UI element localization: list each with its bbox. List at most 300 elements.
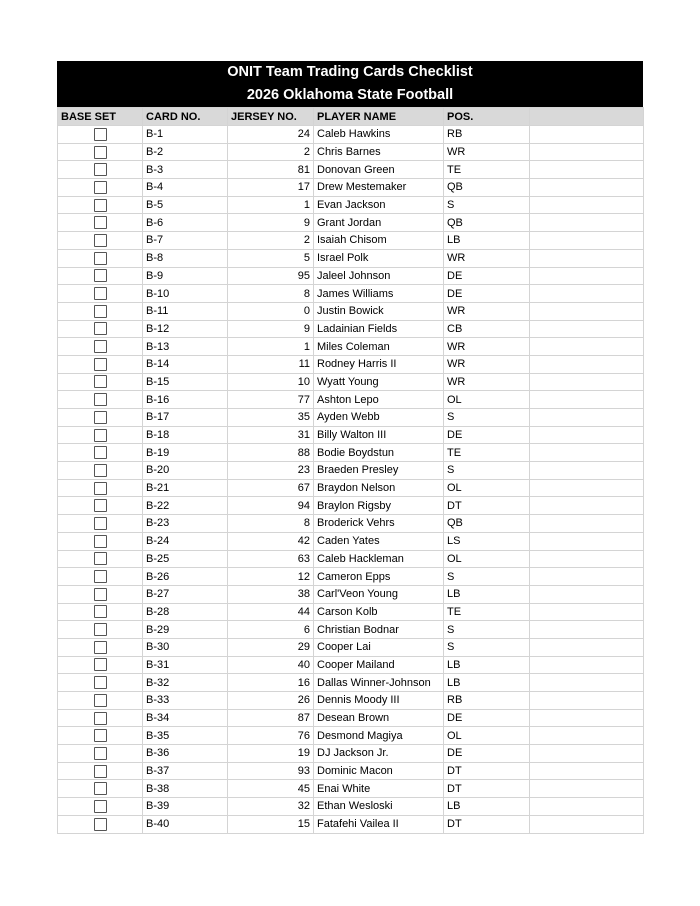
pos-cell: WR <box>444 249 530 267</box>
base-set-cell <box>58 798 143 816</box>
blank-cell <box>530 249 644 267</box>
blank-cell <box>530 302 644 320</box>
base-set-cell <box>58 638 143 656</box>
card-no-cell: B-8 <box>143 249 228 267</box>
table-row <box>58 249 644 267</box>
checkbox[interactable] <box>94 234 107 247</box>
pos-cell: WR <box>444 355 530 373</box>
player-name-cell: Dominic Macon <box>314 762 444 780</box>
checkbox[interactable] <box>94 252 107 265</box>
jersey-no-cell: 15 <box>228 815 314 833</box>
card-no-cell: B-29 <box>143 621 228 639</box>
checkbox[interactable] <box>94 676 107 689</box>
blank-cell <box>530 515 644 533</box>
pos-cell: S <box>444 568 530 586</box>
table-row <box>58 285 644 303</box>
table-row <box>58 745 644 763</box>
player-name-cell: Dennis Moody III <box>314 692 444 710</box>
card-no-cell: B-5 <box>143 196 228 214</box>
pos-cell: OL <box>444 391 530 409</box>
jersey-no-cell: 5 <box>228 249 314 267</box>
table-row <box>58 338 644 356</box>
card-no-cell: B-3 <box>143 161 228 179</box>
base-set-cell <box>58 479 143 497</box>
checkbox[interactable] <box>94 146 107 159</box>
checkbox[interactable] <box>94 411 107 424</box>
card-no-cell: B-35 <box>143 727 228 745</box>
player-name-cell: Grant Jordan <box>314 214 444 232</box>
checkbox[interactable] <box>94 269 107 282</box>
checkbox[interactable] <box>94 340 107 353</box>
base-set-cell <box>58 568 143 586</box>
checkbox[interactable] <box>94 747 107 760</box>
player-name-cell: Isaiah Chisom <box>314 232 444 250</box>
player-name-cell: Ashton Lepo <box>314 391 444 409</box>
checkbox[interactable] <box>94 499 107 512</box>
table-row <box>58 196 644 214</box>
player-name-cell: Evan Jackson <box>314 196 444 214</box>
table-row <box>58 638 644 656</box>
checkbox[interactable] <box>94 322 107 335</box>
player-name-cell: Cooper Lai <box>314 638 444 656</box>
checkbox[interactable] <box>94 552 107 565</box>
pos-cell: TE <box>444 603 530 621</box>
pos-cell: DE <box>444 426 530 444</box>
base-set-cell <box>58 338 143 356</box>
jersey-no-cell: 9 <box>228 320 314 338</box>
base-set-cell <box>58 161 143 179</box>
jersey-no-cell: 87 <box>228 709 314 727</box>
jersey-no-cell: 26 <box>228 692 314 710</box>
card-no-cell: B-30 <box>143 638 228 656</box>
base-set-cell <box>58 674 143 692</box>
base-set-cell <box>58 709 143 727</box>
header-player-name: PLAYER NAME <box>314 108 444 126</box>
table-row <box>58 692 644 710</box>
table-row <box>58 497 644 515</box>
pos-cell: S <box>444 409 530 427</box>
base-set-cell <box>58 302 143 320</box>
blank-cell <box>530 585 644 603</box>
card-no-cell: B-19 <box>143 444 228 462</box>
table-row <box>58 179 644 197</box>
card-no-cell: B-26 <box>143 568 228 586</box>
card-no-cell: B-14 <box>143 355 228 373</box>
blank-cell <box>530 338 644 356</box>
blank-cell <box>530 568 644 586</box>
player-name-cell: Ethan Wesloski <box>314 798 444 816</box>
card-no-cell: B-27 <box>143 585 228 603</box>
jersey-no-cell: 94 <box>228 497 314 515</box>
pos-cell: LS <box>444 532 530 550</box>
jersey-no-cell: 67 <box>228 479 314 497</box>
blank-cell <box>530 232 644 250</box>
page-subtitle: 2026 Oklahoma State Football <box>246 87 454 103</box>
pos-cell: DT <box>444 762 530 780</box>
table-row <box>58 161 644 179</box>
table-row <box>58 320 644 338</box>
player-name-cell: Caden Yates <box>314 532 444 550</box>
blank-cell <box>530 196 644 214</box>
blank-cell <box>530 444 644 462</box>
jersey-no-cell: 35 <box>228 409 314 427</box>
checkbox[interactable] <box>94 623 107 636</box>
table-row <box>58 355 644 373</box>
base-set-cell <box>58 585 143 603</box>
checkbox[interactable] <box>94 216 107 229</box>
card-no-cell: B-38 <box>143 780 228 798</box>
blank-cell <box>530 745 644 763</box>
blank-cell <box>530 214 644 232</box>
blank-cell <box>530 373 644 391</box>
table-row <box>58 126 644 144</box>
base-set-cell <box>58 426 143 444</box>
pos-cell: LB <box>444 585 530 603</box>
page-title: ONIT Team Trading Cards Checklist <box>227 64 473 80</box>
player-name-cell: Enai White <box>314 780 444 798</box>
table-row <box>58 444 644 462</box>
table-row <box>58 798 644 816</box>
jersey-no-cell: 44 <box>228 603 314 621</box>
pos-cell: S <box>444 462 530 480</box>
pos-cell: OL <box>444 479 530 497</box>
blank-cell <box>530 727 644 745</box>
card-no-cell: B-33 <box>143 692 228 710</box>
pos-cell: LB <box>444 798 530 816</box>
table-row <box>58 709 644 727</box>
base-set-cell <box>58 285 143 303</box>
table-row <box>58 780 644 798</box>
table-row <box>58 391 644 409</box>
checkbox[interactable] <box>94 446 107 459</box>
card-no-cell: B-4 <box>143 179 228 197</box>
base-set-cell <box>58 462 143 480</box>
base-set-cell <box>58 355 143 373</box>
jersey-no-cell: 63 <box>228 550 314 568</box>
table-row <box>58 532 644 550</box>
checkbox[interactable] <box>94 712 107 725</box>
card-no-cell: B-34 <box>143 709 228 727</box>
player-name-cell: Desmond Magiya <box>314 727 444 745</box>
base-set-cell <box>58 320 143 338</box>
blank-cell <box>530 391 644 409</box>
player-name-cell: Miles Coleman <box>314 338 444 356</box>
base-set-cell <box>58 232 143 250</box>
pos-cell: LB <box>444 232 530 250</box>
pos-cell: TE <box>444 444 530 462</box>
jersey-no-cell: 88 <box>228 444 314 462</box>
pos-cell: RB <box>444 692 530 710</box>
base-set-cell <box>58 249 143 267</box>
player-name-cell: Cooper Mailand <box>314 656 444 674</box>
table-row <box>58 143 644 161</box>
checkbox[interactable] <box>94 818 107 831</box>
player-name-cell: Dallas Winner-Johnson <box>314 674 444 692</box>
base-set-cell <box>58 656 143 674</box>
table-row <box>58 727 644 745</box>
card-no-cell: B-37 <box>143 762 228 780</box>
table-row <box>58 585 644 603</box>
jersey-no-cell: 17 <box>228 179 314 197</box>
blank-cell <box>530 550 644 568</box>
table-body <box>58 126 644 834</box>
pos-cell: S <box>444 196 530 214</box>
pos-cell: DT <box>444 780 530 798</box>
checkbox[interactable] <box>94 800 107 813</box>
card-no-cell: B-21 <box>143 479 228 497</box>
pos-cell: DE <box>444 709 530 727</box>
blank-cell <box>530 603 644 621</box>
base-set-cell <box>58 126 143 144</box>
card-no-cell: B-25 <box>143 550 228 568</box>
checkbox[interactable] <box>94 375 107 388</box>
card-no-cell: B-16 <box>143 391 228 409</box>
pos-cell: S <box>444 638 530 656</box>
player-name-cell: Christian Bodnar <box>314 621 444 639</box>
player-name-cell: Carson Kolb <box>314 603 444 621</box>
card-no-cell: B-22 <box>143 497 228 515</box>
checkbox[interactable] <box>94 658 107 671</box>
jersey-no-cell: 11 <box>228 355 314 373</box>
table-row <box>58 479 644 497</box>
player-name-cell: Bodie Boydstun <box>314 444 444 462</box>
blank-cell <box>530 709 644 727</box>
blank-cell <box>530 143 644 161</box>
table-row <box>58 267 644 285</box>
player-name-cell: Caleb Hawkins <box>314 126 444 144</box>
checkbox[interactable] <box>94 482 107 495</box>
base-set-cell <box>58 143 143 161</box>
pos-cell: WR <box>444 338 530 356</box>
jersey-no-cell: 1 <box>228 338 314 356</box>
checkbox[interactable] <box>94 305 107 318</box>
checklist-table <box>57 107 644 834</box>
checkbox[interactable] <box>94 287 107 300</box>
blank-cell <box>530 656 644 674</box>
pos-cell: QB <box>444 179 530 197</box>
card-no-cell: B-13 <box>143 338 228 356</box>
jersey-no-cell: 93 <box>228 762 314 780</box>
checkbox[interactable] <box>94 570 107 583</box>
checkbox[interactable] <box>94 729 107 742</box>
player-name-cell: Rodney Harris II <box>314 355 444 373</box>
player-name-cell: Caleb Hackleman <box>314 550 444 568</box>
pos-cell: CB <box>444 320 530 338</box>
card-no-cell: B-36 <box>143 745 228 763</box>
blank-cell <box>530 621 644 639</box>
player-name-cell: Justin Bowick <box>314 302 444 320</box>
base-set-cell <box>58 214 143 232</box>
pos-cell: LB <box>444 674 530 692</box>
card-no-cell: B-20 <box>143 462 228 480</box>
pos-cell: WR <box>444 143 530 161</box>
base-set-cell <box>58 550 143 568</box>
card-no-cell: B-7 <box>143 232 228 250</box>
card-no-cell: B-23 <box>143 515 228 533</box>
blank-cell <box>530 161 644 179</box>
jersey-no-cell: 29 <box>228 638 314 656</box>
player-name-cell: Cameron Epps <box>314 568 444 586</box>
jersey-no-cell: 77 <box>228 391 314 409</box>
pos-cell: WR <box>444 302 530 320</box>
base-set-cell <box>58 603 143 621</box>
base-set-cell <box>58 196 143 214</box>
table-row <box>58 515 644 533</box>
player-name-cell: Ayden Webb <box>314 409 444 427</box>
pos-cell: LB <box>444 656 530 674</box>
pos-cell: DT <box>444 497 530 515</box>
table-row <box>58 815 644 833</box>
checkbox[interactable] <box>94 429 107 442</box>
card-no-cell: B-9 <box>143 267 228 285</box>
checkbox[interactable] <box>94 535 107 548</box>
base-set-cell <box>58 444 143 462</box>
checkbox[interactable] <box>94 765 107 778</box>
checkbox[interactable] <box>94 588 107 601</box>
card-no-cell: B-28 <box>143 603 228 621</box>
pos-cell: QB <box>444 214 530 232</box>
blank-cell <box>530 267 644 285</box>
pos-cell: OL <box>444 727 530 745</box>
table-row <box>58 603 644 621</box>
base-set-cell <box>58 373 143 391</box>
pos-cell: RB <box>444 126 530 144</box>
checkbox[interactable] <box>94 358 107 371</box>
checkbox[interactable] <box>94 199 107 212</box>
jersey-no-cell: 2 <box>228 143 314 161</box>
base-set-cell <box>58 745 143 763</box>
jersey-no-cell: 32 <box>228 798 314 816</box>
card-no-cell: B-39 <box>143 798 228 816</box>
base-set-cell <box>58 692 143 710</box>
blank-cell <box>530 355 644 373</box>
jersey-no-cell: 12 <box>228 568 314 586</box>
header-card-no: CARD NO. <box>143 108 228 126</box>
player-name-cell: Jaleel Johnson <box>314 267 444 285</box>
table-row <box>58 426 644 444</box>
blank-cell <box>530 815 644 833</box>
jersey-no-cell: 2 <box>228 232 314 250</box>
player-name-cell: Wyatt Young <box>314 373 444 391</box>
table-row <box>58 214 644 232</box>
jersey-no-cell: 6 <box>228 621 314 639</box>
jersey-no-cell: 8 <box>228 285 314 303</box>
checkbox[interactable] <box>94 464 107 477</box>
card-no-cell: B-17 <box>143 409 228 427</box>
card-no-cell: B-11 <box>143 302 228 320</box>
pos-cell: S <box>444 621 530 639</box>
table-row <box>58 550 644 568</box>
card-no-cell: B-1 <box>143 126 228 144</box>
pos-cell: WR <box>444 373 530 391</box>
jersey-no-cell: 38 <box>228 585 314 603</box>
table-row <box>58 302 644 320</box>
checkbox[interactable] <box>94 782 107 795</box>
jersey-no-cell: 31 <box>228 426 314 444</box>
pos-cell: DE <box>444 267 530 285</box>
jersey-no-cell: 8 <box>228 515 314 533</box>
jersey-no-cell: 45 <box>228 780 314 798</box>
blank-cell <box>530 285 644 303</box>
checkbox[interactable] <box>94 641 107 654</box>
card-no-cell: B-31 <box>143 656 228 674</box>
blank-cell <box>530 479 644 497</box>
pos-cell: QB <box>444 515 530 533</box>
player-name-cell: Fatafehi Vailea II <box>314 815 444 833</box>
jersey-no-cell: 16 <box>228 674 314 692</box>
base-set-cell <box>58 391 143 409</box>
player-name-cell: Donovan Green <box>314 161 444 179</box>
checkbox[interactable] <box>94 128 107 141</box>
header-blank <box>530 108 644 126</box>
player-name-cell: Desean Brown <box>314 709 444 727</box>
jersey-no-cell: 40 <box>228 656 314 674</box>
player-name-cell: Billy Walton III <box>314 426 444 444</box>
checkbox[interactable] <box>94 517 107 530</box>
blank-cell <box>530 780 644 798</box>
jersey-no-cell: 81 <box>228 161 314 179</box>
table-row <box>58 656 644 674</box>
header-pos: POS. <box>444 108 530 126</box>
card-no-cell: B-6 <box>143 214 228 232</box>
pos-cell: DE <box>444 745 530 763</box>
blank-cell <box>530 532 644 550</box>
base-set-cell <box>58 515 143 533</box>
header-jersey-no: JERSEY NO. <box>228 108 314 126</box>
blank-cell <box>530 798 644 816</box>
table-row <box>58 621 644 639</box>
player-name-cell: Israel Polk <box>314 249 444 267</box>
base-set-cell <box>58 267 143 285</box>
player-name-cell: Ladainian Fields <box>314 320 444 338</box>
pos-cell: DT <box>444 815 530 833</box>
table-row <box>58 232 644 250</box>
checkbox[interactable] <box>94 181 107 194</box>
player-name-cell: Drew Mestemaker <box>314 179 444 197</box>
blank-cell <box>530 409 644 427</box>
checklist-sheet <box>57 61 643 834</box>
table-row <box>58 462 644 480</box>
base-set-cell <box>58 621 143 639</box>
table-row <box>58 373 644 391</box>
base-set-cell <box>58 497 143 515</box>
checkbox[interactable] <box>94 694 107 707</box>
blank-cell <box>530 426 644 444</box>
checkbox[interactable] <box>94 605 107 618</box>
checkbox[interactable] <box>94 163 107 176</box>
card-no-cell: B-2 <box>143 143 228 161</box>
header-row <box>58 108 644 126</box>
blank-cell <box>530 638 644 656</box>
card-no-cell: B-24 <box>143 532 228 550</box>
blank-cell <box>530 179 644 197</box>
jersey-no-cell: 95 <box>228 267 314 285</box>
base-set-cell <box>58 815 143 833</box>
card-no-cell: B-32 <box>143 674 228 692</box>
table-row <box>58 674 644 692</box>
title-banner <box>57 61 643 107</box>
card-no-cell: B-18 <box>143 426 228 444</box>
player-name-cell: Braeden Presley <box>314 462 444 480</box>
blank-cell <box>530 674 644 692</box>
player-name-cell: Broderick Vehrs <box>314 515 444 533</box>
jersey-no-cell: 0 <box>228 302 314 320</box>
base-set-cell <box>58 780 143 798</box>
checkbox[interactable] <box>94 393 107 406</box>
pos-cell: OL <box>444 550 530 568</box>
table-row <box>58 568 644 586</box>
jersey-no-cell: 1 <box>228 196 314 214</box>
